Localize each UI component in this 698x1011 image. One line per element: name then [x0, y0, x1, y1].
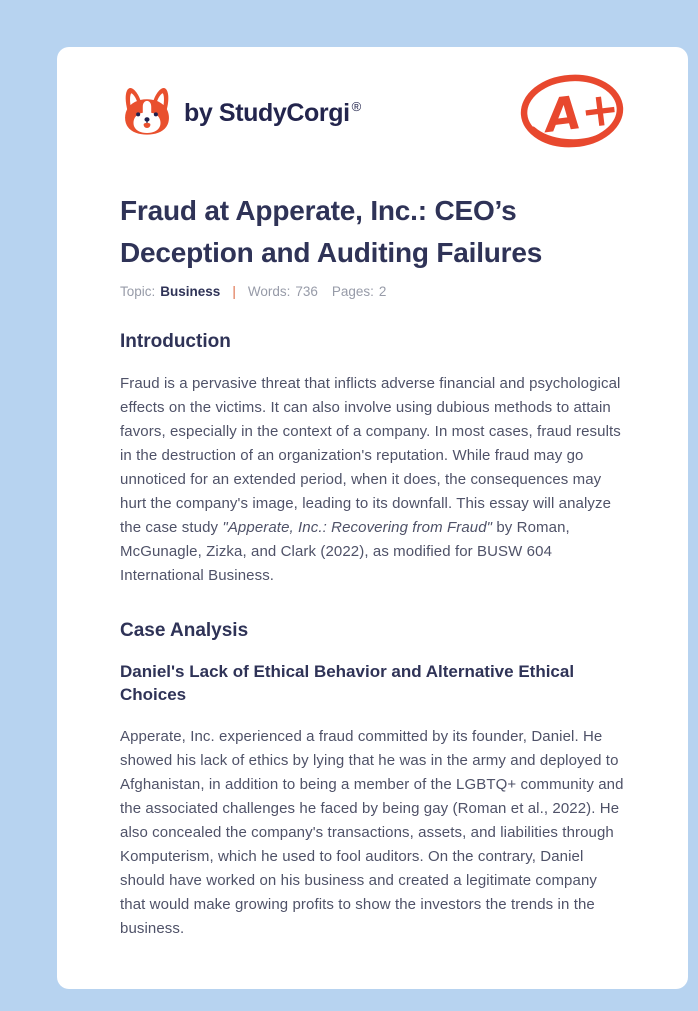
intro-text-after: by Roman, McGunagle, Zizka, and Clark (2022), as modified for BUSW 604 International Business.	[120, 519, 570, 584]
a-plus-badge-icon	[519, 73, 625, 154]
document-meta	[120, 284, 625, 299]
intro-text-before: Fraud is a pervasive threat that inflicts adverse financial and psychological effects on the victims. It can also involve using dubious methods to attain favors, especially in the context of a company. In most cases, fraud results in the destruction of an organization's reputation. While fraud may go unnoticed for an extended period, when it does, the consequences may hurt the company's image, leading to its downfall. This essay will analyze the case study	[120, 375, 621, 536]
svg-text:A+: A+	[542, 80, 623, 144]
words-label: Words:	[247, 284, 291, 299]
studycorgi-brand	[120, 83, 361, 144]
meta-separator: |	[232, 284, 236, 299]
case-study-title-italic: "Apperate, Inc.: Recovering from Fraud"	[222, 519, 493, 536]
corgi-logo-icon	[120, 83, 174, 144]
case-analysis-paragraph: Apperate, Inc. experienced a fraud committed by its founder, Daniel. He showed his lack of ethics by lying that he was in the army and deployed to Afghanistan, in addition to being a member of the LGBTQ+ community and the associated challenges he faced by being gay (Roman et al., 2022). He also concealed the company's transactions, assets, and liabilities through Komputerism, which he used to fool auditors. On the contrary, Daniel should have worked on his business and created a legitimate company that would make growing profits to show the investors the trends in the business.	[120, 728, 624, 937]
pages-value: 2	[378, 284, 387, 299]
page-title: Fraud at Apperate, Inc.: CEO’s Deception and Auditing Failures	[120, 195, 543, 268]
topic-label: Topic:	[120, 284, 156, 299]
topic-link[interactable]: Business	[160, 284, 221, 299]
intro-heading: Introduction	[120, 331, 231, 352]
pages-label: Pages:	[331, 284, 374, 299]
case-analysis-heading: Case Analysis	[120, 620, 249, 641]
brand-text: by StudyCorgi ®	[184, 99, 361, 127]
document-card	[57, 47, 688, 989]
words-value: 736	[295, 284, 318, 299]
intro-paragraph	[120, 372, 625, 588]
registered-mark: ®	[351, 99, 361, 114]
header	[120, 73, 625, 154]
sub-heading: Daniel's Lack of Ethical Behavior and Alternative Ethical Choices	[120, 662, 575, 704]
